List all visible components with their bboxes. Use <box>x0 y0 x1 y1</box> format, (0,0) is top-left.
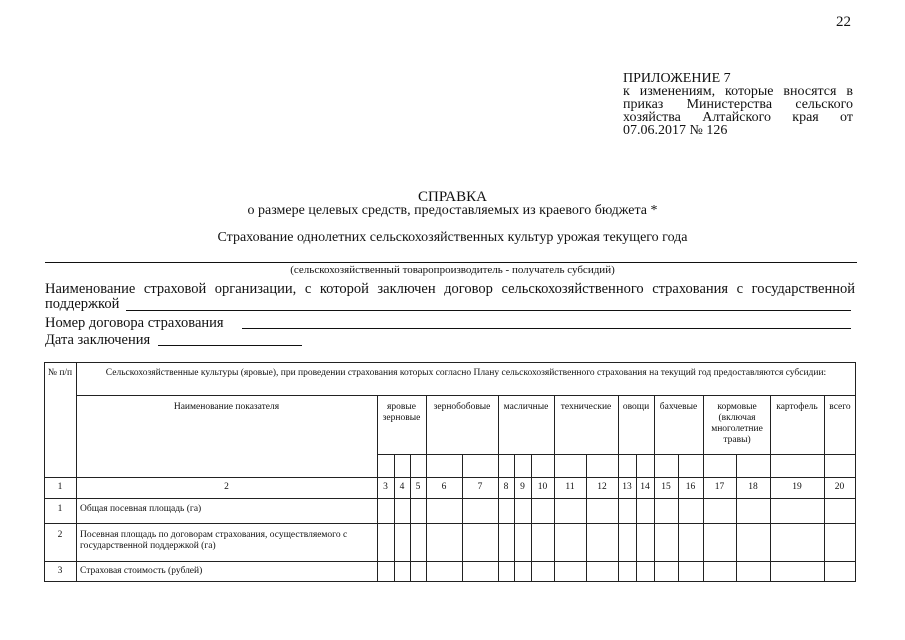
col-number: 6 <box>441 482 447 492</box>
col-number: 14 <box>640 482 650 492</box>
col-number: 13 <box>622 482 632 492</box>
crop-header-total: всего <box>829 402 851 412</box>
contract-number-field[interactable] <box>242 328 851 329</box>
insurance-type: Страхование однолетних сельскохозяйственных культур урожая текущего года <box>217 230 688 245</box>
appendix-block <box>623 72 853 137</box>
crop-header-oilseeds: масличные <box>503 402 549 412</box>
contract-date-label: Дата заключения <box>45 332 151 348</box>
appendix-text: к изменениям, которые вносятся в приказ Министерства сельского хозяйства Алтайского края от 07.06.2017 № 126 <box>623 84 853 138</box>
insurer-label-cont: поддержкой <box>45 296 120 312</box>
page-number: 22 <box>836 14 851 30</box>
crop-header-technical: технические <box>560 402 612 412</box>
col-number: 1 <box>57 482 63 492</box>
col-number: 4 <box>399 482 405 492</box>
table-row-name: Страховая стоимость (рублей) <box>80 566 203 576</box>
insurer-field[interactable] <box>126 310 851 311</box>
table-row-num: 1 <box>57 504 63 514</box>
crop-header-spring-grain: яровые зерновые <box>382 402 421 423</box>
col-header-num: № п/п <box>47 368 73 378</box>
col-number: 7 <box>477 482 483 492</box>
insurer-label: Наименование страховой организации, с которой заключен договор сельскохозяйственного страхования с государственной <box>45 281 855 297</box>
col-number: 10 <box>537 482 548 492</box>
col-number: 11 <box>565 482 575 492</box>
producer-line[interactable] <box>45 262 857 263</box>
col-number: 9 <box>520 482 525 492</box>
table-row-num: 3 <box>57 566 63 576</box>
table-row-num: 2 <box>57 530 63 540</box>
col-number: 15 <box>661 482 671 492</box>
col-number: 3 <box>383 482 388 492</box>
col-header-indicator: Наименование показателя <box>173 402 280 412</box>
col-number: 20 <box>834 482 845 492</box>
appendix-title: ПРИЛОЖЕНИЕ 7 <box>623 71 731 86</box>
col-header-crops-group: Сельскохозяйственные культуры (яровые), при проведении страхования которых согласно Плану сельскохозяйственного страхования на текущий год предоставляются субсидии: <box>105 368 827 378</box>
contract-number-label: Номер договора страхования <box>45 315 224 331</box>
col-number: 8 <box>503 482 509 492</box>
crop-header-vegetables: овощи <box>622 402 650 412</box>
crop-header-forage: кормовые (включая многолетние травы) <box>711 402 763 445</box>
col-number: 18 <box>748 482 758 492</box>
col-number: 12 <box>597 482 607 492</box>
subsidy-table <box>44 362 856 582</box>
document-title: СПРАВКА <box>418 189 487 205</box>
contract-date-field[interactable] <box>158 345 302 346</box>
col-number: 19 <box>792 482 802 492</box>
crop-header-potato: картофель <box>776 402 818 412</box>
crop-header-melons: бахчевые <box>659 402 698 412</box>
producer-caption: (сельскохозяйственный товаропроизводитель - получатель субсидий) <box>290 264 615 276</box>
col-number: 16 <box>685 482 696 492</box>
col-number: 2 <box>224 482 229 492</box>
table-row-name: Общая посевная площадь (га) <box>80 504 202 514</box>
table-row-name: Посевная площадь по договорам страхования, осуществляемого с государственной поддержкой (га) <box>80 530 348 551</box>
col-number: 17 <box>714 482 725 492</box>
document-subtitle: о размере целевых средств, предоставляемых из краевого бюджета * <box>247 203 658 218</box>
col-number: 5 <box>415 482 421 492</box>
crop-header-legumes: зернобобовые <box>433 402 491 412</box>
